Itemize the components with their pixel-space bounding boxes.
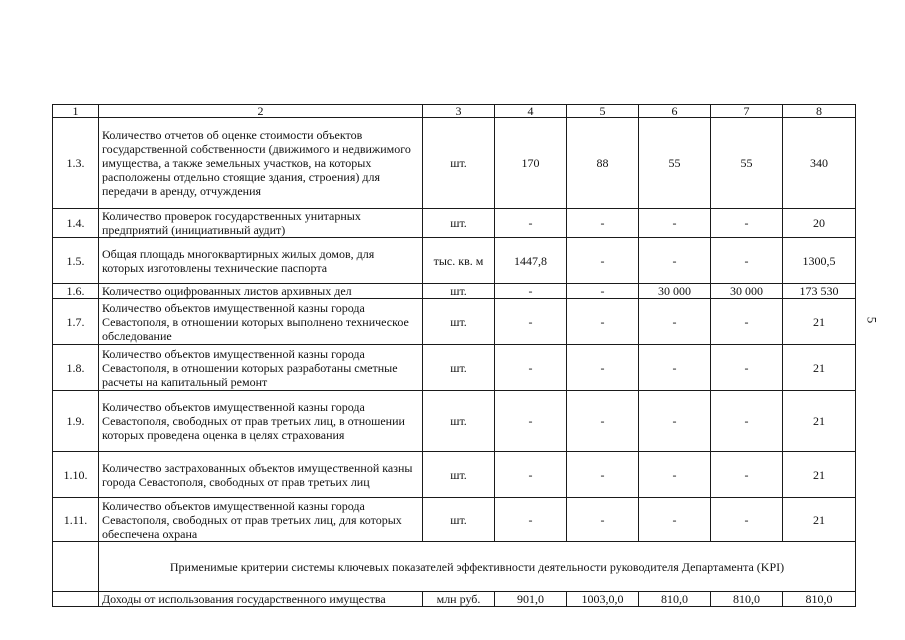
value-cell: - bbox=[495, 498, 567, 542]
page-number: 5 bbox=[864, 316, 880, 324]
value-cell: 1003,0,0 bbox=[567, 592, 639, 607]
value-cell: 173 530 bbox=[783, 284, 856, 299]
value-cell: - bbox=[567, 299, 639, 345]
value-cell: 21 bbox=[783, 498, 856, 542]
value-cell: - bbox=[567, 345, 639, 391]
value-cell: 30 000 bbox=[639, 284, 711, 299]
indicator-name: Количество объектов имущественной казны города Севастополя, в отношении которых выполнено техническое обследование bbox=[99, 299, 423, 345]
value-cell: - bbox=[567, 452, 639, 498]
table-row bbox=[53, 498, 856, 542]
value-cell: - bbox=[639, 391, 711, 452]
value-cell: - bbox=[567, 498, 639, 542]
unit-cell: шт. bbox=[423, 498, 495, 542]
indicator-name: Количество оцифрованных листов архивных дел bbox=[99, 284, 423, 299]
column-number: 7 bbox=[711, 105, 783, 118]
section-blank-cell bbox=[53, 542, 99, 592]
column-number: 4 bbox=[495, 105, 567, 118]
unit-cell: шт. bbox=[423, 299, 495, 345]
table-row bbox=[53, 238, 856, 284]
value-cell: 21 bbox=[783, 452, 856, 498]
column-number: 1 bbox=[53, 105, 99, 118]
value-cell: - bbox=[711, 238, 783, 284]
indicator-name: Доходы от использования государственного имущества bbox=[99, 592, 423, 607]
value-cell: - bbox=[495, 209, 567, 238]
value-cell: 1447,8 bbox=[495, 238, 567, 284]
value-cell: 170 bbox=[495, 118, 567, 209]
indicator-name: Количество проверок государственных унитарных предприятий (инициативный аудит) bbox=[99, 209, 423, 238]
indicator-name: Количество объектов имущественной казны города Севастополя, в отношении которых разработаны сметные расчеты на капитальный ремонт bbox=[99, 345, 423, 391]
kpi-section-title: Применимые критерии системы ключевых показателей эффективности деятельности руководителя Департамента (KPI) bbox=[99, 542, 856, 592]
unit-cell: млн руб. bbox=[423, 592, 495, 607]
row-number: 1.6. bbox=[53, 284, 99, 299]
row-number: 1.9. bbox=[53, 391, 99, 452]
value-cell: 810,0 bbox=[711, 592, 783, 607]
table-row bbox=[53, 299, 856, 345]
unit-cell: шт. bbox=[423, 345, 495, 391]
value-cell: - bbox=[495, 452, 567, 498]
unit-cell: шт. bbox=[423, 391, 495, 452]
unit-cell: шт. bbox=[423, 284, 495, 299]
value-cell: 21 bbox=[783, 391, 856, 452]
value-cell: - bbox=[639, 345, 711, 391]
value-cell: 21 bbox=[783, 345, 856, 391]
value-cell: - bbox=[639, 299, 711, 345]
section-row bbox=[53, 542, 856, 592]
column-number: 6 bbox=[639, 105, 711, 118]
value-cell: - bbox=[711, 345, 783, 391]
row-number: 1.10. bbox=[53, 452, 99, 498]
row-number: 1.4. bbox=[53, 209, 99, 238]
value-cell: - bbox=[639, 452, 711, 498]
value-cell: - bbox=[495, 299, 567, 345]
table-row bbox=[53, 391, 856, 452]
column-number: 3 bbox=[423, 105, 495, 118]
indicator-name: Количество отчетов об оценке стоимости объектов государственной собственности (движимого и недвижимого имущества, а также земельных участков, на которых расположены отдельно стоящие здания, строения) для передачи в аренду, отчуждения bbox=[99, 118, 423, 209]
row-number: 1.5. bbox=[53, 238, 99, 284]
table-row bbox=[53, 345, 856, 391]
value-cell: 901,0 bbox=[495, 592, 567, 607]
value-cell: - bbox=[711, 452, 783, 498]
value-cell: - bbox=[495, 345, 567, 391]
kpi-row bbox=[53, 592, 856, 607]
table-row bbox=[53, 118, 856, 209]
value-cell: - bbox=[711, 209, 783, 238]
indicator-name: Количество застрахованных объектов имущественной казны города Севастополя, свободных от прав третьих лиц bbox=[99, 452, 423, 498]
unit-cell: шт. bbox=[423, 118, 495, 209]
indicator-name: Общая площадь многоквартирных жилых домов, для которых изготовлены технические паспорта bbox=[99, 238, 423, 284]
value-cell: - bbox=[639, 498, 711, 542]
table-row bbox=[53, 284, 856, 299]
column-number: 8 bbox=[783, 105, 856, 118]
table-row bbox=[53, 452, 856, 498]
value-cell: - bbox=[711, 498, 783, 542]
indicators-table bbox=[52, 104, 856, 607]
row-number: 1.7. bbox=[53, 299, 99, 345]
value-cell: - bbox=[567, 391, 639, 452]
column-number: 5 bbox=[567, 105, 639, 118]
value-cell: - bbox=[567, 238, 639, 284]
value-cell: - bbox=[639, 209, 711, 238]
value-cell: - bbox=[495, 391, 567, 452]
indicator-name: Количество объектов имущественной казны города Севастополя, свободных от прав третьих лиц, для которых обеспечена охрана bbox=[99, 498, 423, 542]
column-number: 2 bbox=[99, 105, 423, 118]
value-cell: 30 000 bbox=[711, 284, 783, 299]
value-cell: 55 bbox=[639, 118, 711, 209]
row-number bbox=[53, 592, 99, 607]
row-number: 1.3. bbox=[53, 118, 99, 209]
value-cell: - bbox=[567, 209, 639, 238]
column-number-row bbox=[53, 105, 856, 118]
value-cell: 20 bbox=[783, 209, 856, 238]
value-cell: 340 bbox=[783, 118, 856, 209]
unit-cell: шт. bbox=[423, 209, 495, 238]
value-cell: 1300,5 bbox=[783, 238, 856, 284]
value-cell: 21 bbox=[783, 299, 856, 345]
table-row bbox=[53, 209, 856, 238]
value-cell: - bbox=[639, 238, 711, 284]
value-cell: 810,0 bbox=[639, 592, 711, 607]
unit-cell: тыс. кв. м bbox=[423, 238, 495, 284]
value-cell: - bbox=[495, 284, 567, 299]
value-cell: 810,0 bbox=[783, 592, 856, 607]
unit-cell: шт. bbox=[423, 452, 495, 498]
indicator-name: Количество объектов имущественной казны города Севастополя, свободных от прав третьих лиц, в отношении которых проведена оценка в целях страхования bbox=[99, 391, 423, 452]
value-cell: 55 bbox=[711, 118, 783, 209]
value-cell: - bbox=[567, 284, 639, 299]
row-number: 1.11. bbox=[53, 498, 99, 542]
row-number: 1.8. bbox=[53, 345, 99, 391]
value-cell: - bbox=[711, 299, 783, 345]
value-cell: - bbox=[711, 391, 783, 452]
value-cell: 88 bbox=[567, 118, 639, 209]
